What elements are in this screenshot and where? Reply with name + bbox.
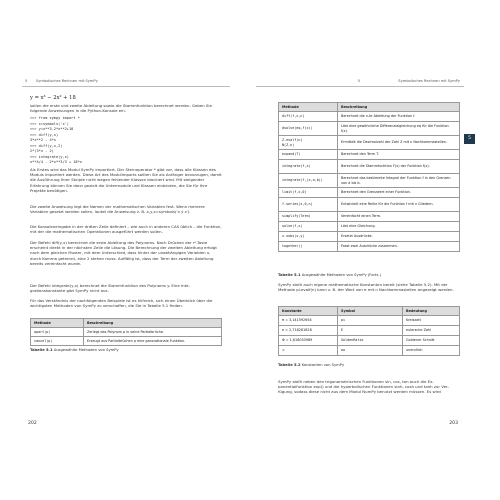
table-row xyxy=(279,232,460,242)
table-row xyxy=(279,222,460,232)
method-cell: together() xyxy=(279,242,338,252)
symbol-cell: oo xyxy=(338,346,403,356)
description-cell: Berechnet das bestimmte Integral der Funktion f in den Grenzen von a bis b. xyxy=(338,174,460,188)
code-line: >>> from sympy import * xyxy=(30,116,80,120)
method-cell: expand(T) xyxy=(279,150,338,160)
paragraph-functions: SymPy stellt neben den trigonometrischen Funktionen sin, cos, tan auch die Exponentialfunktion exp() und die hyperbolischen Funktionen sinh, cosh und tanh zur Verfügung, sodass diese nicht aus dem Modul NumPy benutzt werden müssen. Es wird xyxy=(278,379,449,395)
method-cell: dsolve(eq,f(x)) xyxy=(279,122,338,136)
code-line: >>> integrate(y,x) xyxy=(30,154,69,159)
paragraph-constants: SymPy stellt auch eigene mathematische Konstanten bereit (siehe Tabelle 5.2). Mit der Methode pi.evalf(n) kann z. B. der Wert von π mit n Nachkommastellen angezeigt werden. xyxy=(278,282,454,293)
column-header: Methode xyxy=(279,103,338,112)
methods-table-left xyxy=(30,318,222,346)
methods-table-right xyxy=(278,102,460,252)
symbol-cell: pi xyxy=(338,316,403,326)
table-row xyxy=(279,336,460,346)
left-page xyxy=(22,66,230,432)
method-cell: diff(f,x,n) xyxy=(279,112,338,122)
table-row xyxy=(279,346,460,356)
method-cell: apart(p) xyxy=(31,328,84,337)
column-header: Konstante xyxy=(279,307,338,316)
description-cell: Vereinfacht einen Term. xyxy=(338,212,460,222)
code-block xyxy=(30,116,222,166)
page-number-right: 203 xyxy=(449,421,458,426)
column-header: Bedeutung xyxy=(403,307,460,316)
table-caption-right-1 xyxy=(278,273,381,277)
paragraph-import: Als Erstes wird das Modul SymPy importiert. Der Sternoperator * gibt vor, dass alle Klassen des Moduls importiert werden. Diese Art des Modulimports sollten Sie als Anfänger bevorzugen, damit die Ausführung Ihrer Skripte nicht wegen fehlender Klassen blockiert wird. Mit steigender Erfahrung können Sie dann gezielt die Untermodule und Klassen einbinden, die Sie für Ihre Projekte benötigen. xyxy=(30,167,222,193)
paragraph-intro: sollen die erste und zweite Ableitung sowie die Stammfunktion berechnet werden. Geben Sie folgende Anweisungen in die Python-Konsole ein. xyxy=(30,103,212,114)
method-cell: cancel(p) xyxy=(31,337,84,346)
table-row xyxy=(279,160,460,174)
constant-cell: ∞ xyxy=(279,346,338,356)
code-line: >>> diff(y,x,2) xyxy=(30,143,63,148)
paragraph-diff: Der Befehl diff(y,x) berechnet die erste Ableitung des Polynoms. Nach Drücken der ↵-Taste erscheint direkt in der nächsten Zeile die Lösung. Die Berechnung der zweiten Ableitung erfolgt nach dem gleichen Muster, mit dem Unterschied, dass hinter der unabhängigen Variablen x, durch Komma getrennt, eine 2 stehen muss. Auffällig ist, dass der Term der zweiten Ableitung bereits vereinfacht wurde. xyxy=(30,240,217,266)
constant-cell: π = 3,141592654 xyxy=(279,316,338,326)
paragraph-integrate: Der Befehl integrate(y,x) berechnet die Stammfunktion des Polynoms y. Eine Integrationskonstante gibt SymPy nicht aus. xyxy=(30,283,190,294)
code-line: >>> diff(y,x) xyxy=(30,132,59,137)
caption-text: Ausgewählte Methoden von SymPy (Forts.) xyxy=(300,273,382,277)
constant-cell: Φ = 1,618033989 xyxy=(279,336,338,346)
method-cell: simplify(Term) xyxy=(279,212,338,222)
description-cell: Berechnet den Grenzwert einer Funktion. xyxy=(338,188,460,198)
chapter-title: Symbolisches Rechnen mit SymPy xyxy=(398,79,460,83)
meaning-cell: Goldener Schnitt xyxy=(403,336,460,346)
paragraph-function: Die Konsoleneingabe in der dritten Zeile definiert – wie auch in anderen CAS üblich – die Funktion, mit der die mathematischen Operationen ausgeführt werden sollen. xyxy=(30,224,222,235)
table-row xyxy=(279,122,460,136)
caption-label: Tabelle 5.1 xyxy=(278,273,301,277)
table-caption-left xyxy=(30,348,119,352)
running-header-right xyxy=(256,78,464,87)
meaning-cell: eulersche Zahl xyxy=(403,326,460,336)
table-row xyxy=(279,174,460,188)
meaning-cell: Kreiszahl xyxy=(403,316,460,326)
caption-text: Konstanten von SymPy xyxy=(300,363,345,367)
code-line: >>> x=symbols('x') xyxy=(30,121,69,126)
description-cell: Berechnet den Term T. xyxy=(338,150,460,160)
column-header: Beschreibung xyxy=(84,319,222,328)
method-cell: solve(f,x) xyxy=(279,222,338,232)
running-header-left xyxy=(22,78,230,87)
table-row xyxy=(31,328,222,337)
constants-table xyxy=(278,306,460,356)
method-cell: limit(f,x,0) xyxy=(279,188,338,198)
description-cell: Löst eine gewöhnliche Differenzialgleichung eq für die Funktion f(x). xyxy=(338,122,460,136)
description-cell: Berechnet die n-te Ableitung der Funktion f. xyxy=(338,112,460,122)
page-number-left: 202 xyxy=(28,421,37,426)
caption-text: Ausgewählte Methoden von SymPy xyxy=(52,348,119,352)
method-cell: f.series(x,0,n) xyxy=(279,198,338,212)
code-line: 2*(3*x - 2) xyxy=(30,149,54,153)
table-row xyxy=(279,326,460,336)
right-page xyxy=(256,66,471,432)
table-row xyxy=(279,212,460,222)
caption-label: Tabelle 5.1 xyxy=(30,348,53,352)
description-cell: Löst eine Gleichung. xyxy=(338,222,460,232)
description-cell: Ersetzt Ausdrücke. xyxy=(338,232,460,242)
description-cell: Entwickelt eine Reihe für die Funktion f mit n Gliedern. xyxy=(338,198,460,212)
constant-cell: e = 2,718281828 xyxy=(279,326,338,336)
code-line: >>> y=x**3-2*x**2+18 xyxy=(30,127,74,131)
column-header: Beschreibung xyxy=(338,103,460,112)
symbol-cell: GoldenRatio xyxy=(338,336,403,346)
meaning-cell: unendlich xyxy=(403,346,460,356)
chapter-title: Symbolisches Rechnen mit SymPy xyxy=(36,79,98,83)
description-cell: Zerlegt das Polynom p in seine Partialbrüche. xyxy=(84,328,222,337)
code-line: 3*x**2 - 4*x xyxy=(30,138,56,142)
table-row xyxy=(279,150,460,160)
method-cell: integrate(f,(x,a,b)) xyxy=(279,174,338,188)
paragraph-overview: Für das Verständnis der nachfolgenden Beispiele ist es hilfreich, sich einen Überblick über die wichtigsten Methoden von SymPy zu verschaffen, die Sie in Tabelle 5.1 finden. xyxy=(30,298,213,309)
description-cell: Erzeugt aus Partialbrüchen p eine ganzrationale Funktion. xyxy=(84,337,222,346)
formula: y = x³ − 2x² + 18 xyxy=(30,95,76,101)
symbol-cell: E xyxy=(338,326,403,336)
table-row xyxy=(279,188,460,198)
caption-label: Tabelle 5.2 xyxy=(278,363,301,367)
chapter-thumb-tab: 5 xyxy=(464,134,475,144)
column-header: Methode xyxy=(31,319,84,328)
code-line: x**4/4 - 2*x**3/3 + 18*x xyxy=(30,160,82,164)
table-row xyxy=(279,242,460,252)
table-row xyxy=(279,136,460,150)
table-row xyxy=(31,337,222,346)
chapter-number: 5 xyxy=(357,79,360,83)
table-caption-right-2 xyxy=(278,363,344,367)
method-cell: integrate(f,x) xyxy=(279,160,338,174)
table-row xyxy=(279,198,460,212)
chapter-number: 5 xyxy=(25,79,28,83)
description-cell: Fasst zwei Ausdrücke zusammen. xyxy=(338,242,460,252)
method-cell: Z.evalf(n) N(Z,n) xyxy=(279,136,338,150)
paragraph-symbols: Die zweite Anweisung legt die Namen der mathematischen Variablen fest. Wenn mehrere Variablen gesetzt werden sollen, lautet die Anweisung z. B. x,y,z=symbols('x y z'). xyxy=(30,204,205,215)
method-cell: x.subs(x,y) xyxy=(279,232,338,242)
table-row xyxy=(279,316,460,326)
description-cell: Ermittelt die Dezimalzahl der Zahl Z mit n Nachkommastellen. xyxy=(338,136,460,150)
description-cell: Berechnet die Stammfunktion F(x) der Funktion f(x). xyxy=(338,160,460,174)
table-row xyxy=(279,112,460,122)
column-header: Symbol xyxy=(338,307,403,316)
